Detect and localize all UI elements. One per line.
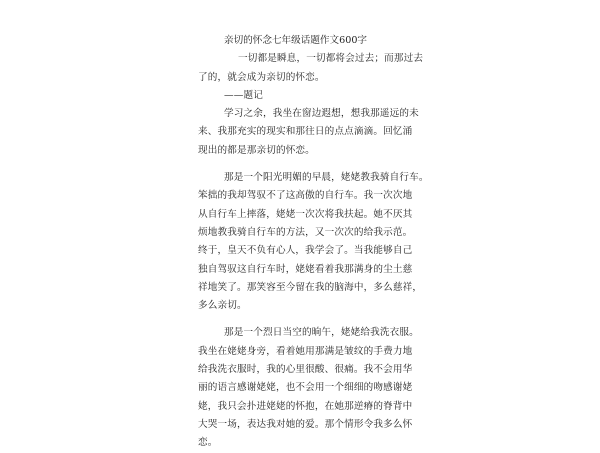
document-page xyxy=(198,32,429,453)
paragraph-line: 独自驾驭这自行车时，姥姥看着我那满身的尘土慈 xyxy=(198,263,413,275)
paragraph-line: 恋。 xyxy=(198,437,218,449)
paragraph-line: 学习之余，我坐在窗边遐想，想我那遥远的未 xyxy=(224,108,419,120)
paragraph-3 xyxy=(198,324,419,452)
paragraph-gap xyxy=(198,160,410,169)
epigraph-line: 了的，就会成为亲切的怀恋。 xyxy=(198,71,325,83)
paragraph-line: 姥，我只会扑进姥姥的怀抱，在她那逆瘠的脊背中 xyxy=(198,400,413,412)
paragraph-line: 那是一个阳光明媚的早晨，姥姥教我骑自行车。 xyxy=(224,172,429,184)
paragraph-line: 烦地教我骑自行车的方法，又一次次的给我示范。 xyxy=(198,226,413,238)
paragraph-line: 来、我那充实的现实和那往日的点点滴滴。回忆涌 xyxy=(198,126,413,138)
epigraph-line: 一切都是瞬息，一切都将会过去；而那过去 xyxy=(238,53,424,65)
paragraph-line: 我坐在姥姥身旁，看着她用那满是皱纹的手费力地 xyxy=(198,345,413,357)
paragraph-line: 给我洗衣服时，我的心里很酸、很痛。我不会用华 xyxy=(198,364,413,376)
paragraph-2 xyxy=(198,169,429,315)
paragraph-line: 终于，皇天不负有心人，我学会了。当我能够自己 xyxy=(198,245,413,257)
paragraph-line: 丽的语言感谢姥姥，也不会用一个细细的吻感谢姥 xyxy=(198,382,413,394)
paragraph-line: 大哭一场，表达我对她的爱。那个情形令我多么怀 xyxy=(198,418,413,430)
paragraph-line: 现出的都是那亲切的怀恋。 xyxy=(198,144,315,156)
paragraph-line: 多么亲切。 xyxy=(198,300,247,312)
paragraph-gap xyxy=(198,315,410,324)
paragraph-1 xyxy=(198,105,419,160)
epigraph xyxy=(198,50,424,105)
document-title: 亲切的怀念七年级话题作文600字 xyxy=(224,35,368,46)
paragraph-line: 祥地笑了。那笑容至今留在我的脑海中，多么慈祥， xyxy=(198,281,423,293)
paragraph-line: 从自行车上摔落，姥姥一次次将我扶起。她不厌其 xyxy=(198,208,413,220)
paragraph-line: 笨拙的我却驾驭不了这高傲的自行车。我一次次地 xyxy=(198,190,413,202)
epigraph-source: ——题记 xyxy=(224,89,263,101)
paragraph-line: 那是一个烈日当空的晌午，姥姥给我洗衣服。 xyxy=(224,327,419,339)
